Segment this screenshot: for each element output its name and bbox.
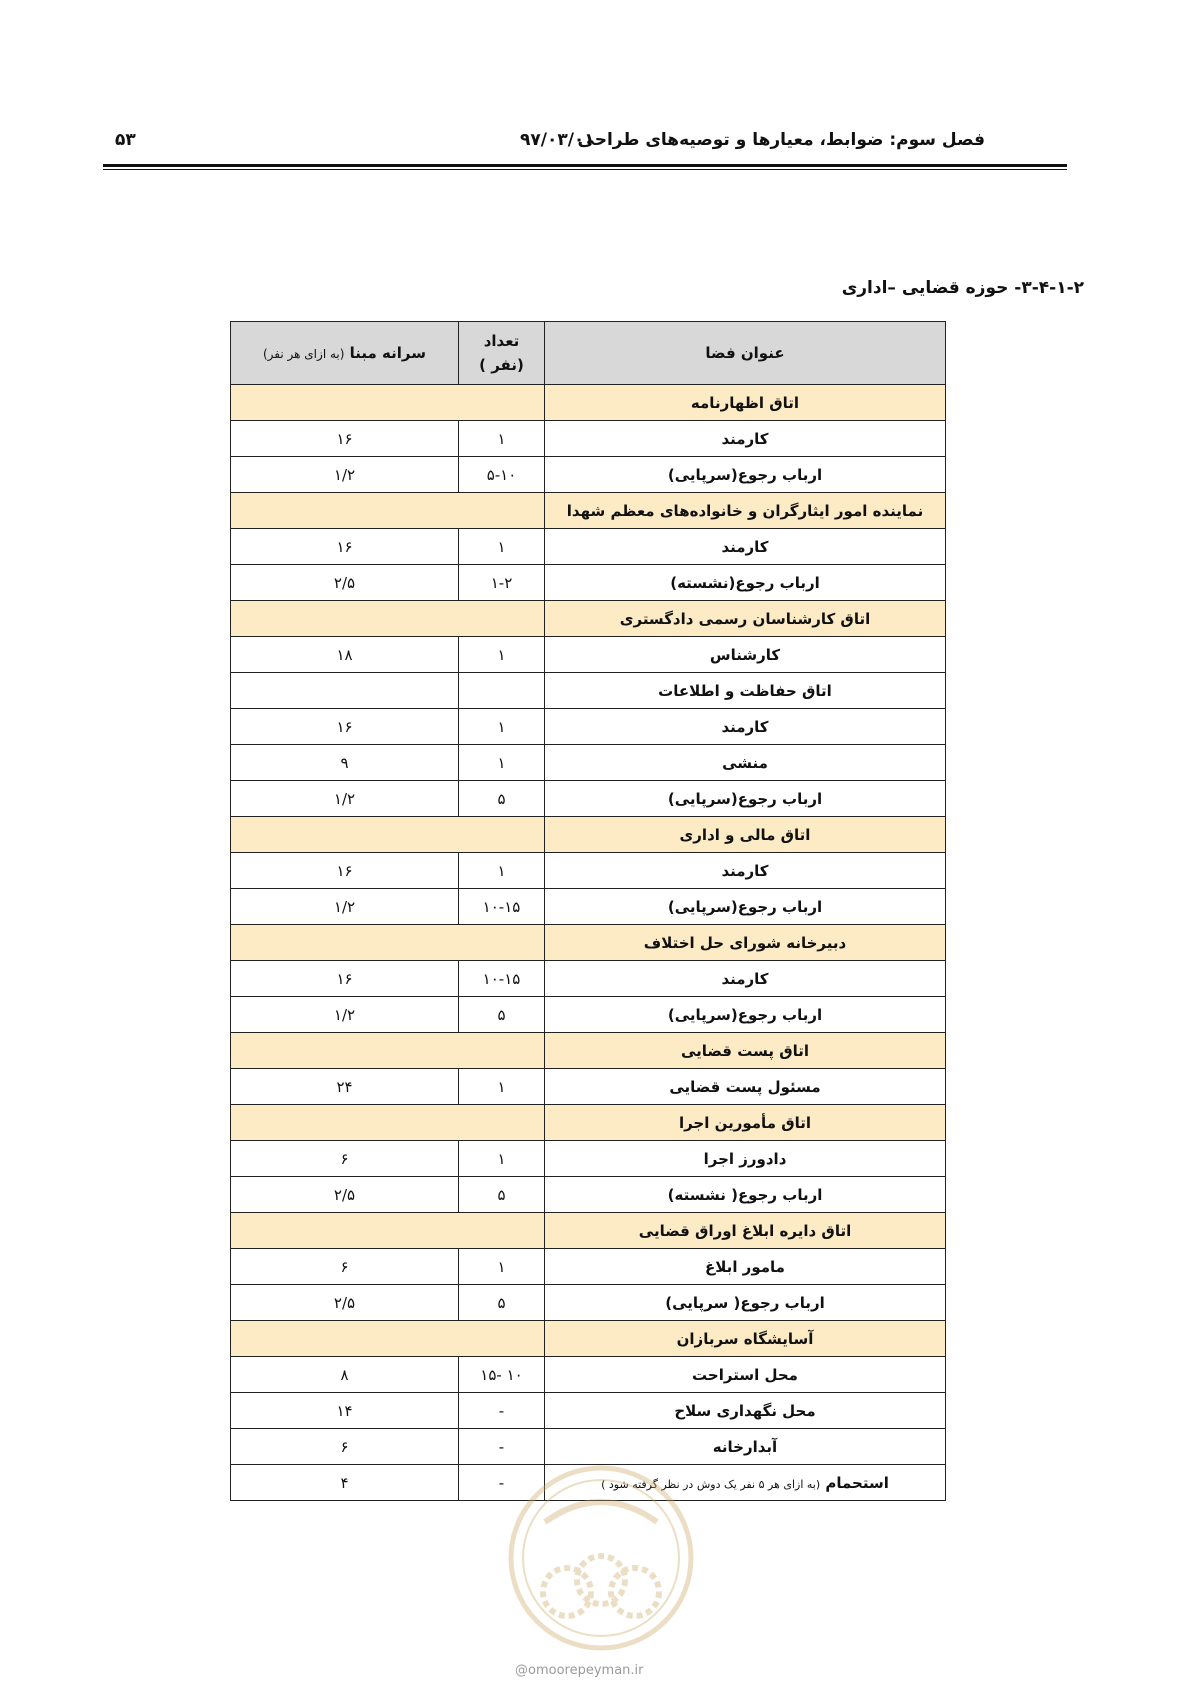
space-note: (به ازای هر ۵ نفر یک دوش در نظر گرفته شود ) [601, 1477, 821, 1491]
space-name: ارباب رجوع(سرپایی) [667, 465, 823, 484]
count-cell: ۱ [459, 1249, 545, 1285]
group-title: اتاق مأمورین اجرا [545, 1105, 946, 1141]
table-row [231, 637, 946, 673]
space-name-cell [545, 745, 946, 781]
space-table [230, 321, 946, 1501]
area-cell: ۴ [231, 1465, 459, 1501]
group-title: اتاق مالی و اداری [545, 817, 946, 853]
group-row [231, 925, 946, 961]
space-name-cell [545, 1141, 946, 1177]
group-row [231, 817, 946, 853]
area-cell: ۲۴ [231, 1069, 459, 1105]
space-name: دادورز اجرا [703, 1149, 787, 1168]
space-name-cell [545, 673, 946, 709]
table-row [231, 1177, 946, 1213]
space-name: منشی [722, 753, 768, 772]
space-name-cell [545, 1429, 946, 1465]
count-cell: ۵ [459, 1177, 545, 1213]
count-cell: ۱ [459, 709, 545, 745]
table-body [231, 385, 946, 1501]
group-row [231, 493, 946, 529]
table-row [231, 781, 946, 817]
space-name: محل نگهداری سلاح [674, 1401, 816, 1420]
area-cell: ۱/۲ [231, 457, 459, 493]
space-name: مسئول پست قضایی [669, 1077, 821, 1096]
area-cell: ۶ [231, 1141, 459, 1177]
area-cell: ۸ [231, 1357, 459, 1393]
space-name: کارمند [721, 429, 769, 448]
group-empty-cell [231, 1105, 545, 1141]
space-name: آبدارخانه [712, 1437, 778, 1456]
count-cell: ۱ [459, 637, 545, 673]
count-cell: ۱ [459, 745, 545, 781]
area-cell: ۱۸ [231, 637, 459, 673]
group-empty-cell [231, 1321, 545, 1357]
space-name: ارباب رجوع(سرپایی) [667, 789, 823, 808]
space-name: کارشناس [709, 645, 781, 664]
count-cell: - [459, 1393, 545, 1429]
space-name: استحمام [825, 1473, 889, 1492]
table-row [231, 997, 946, 1033]
area-cell: ۱۶ [231, 421, 459, 457]
space-name-cell [545, 781, 946, 817]
area-cell: ۱۶ [231, 853, 459, 889]
table-row [231, 1285, 946, 1321]
header-name: عنوان فضا [545, 322, 946, 385]
count-cell: ۱ [459, 1069, 545, 1105]
area-cell: ۲/۵ [231, 1177, 459, 1213]
chapter-title: فصل سوم: ضوابط، معیارها و توصیه‌های طراحی [577, 130, 985, 150]
area-cell: ۶ [231, 1249, 459, 1285]
header-area-note: (به ازای هر نفر) [263, 347, 345, 361]
space-name: ارباب رجوع( نشسته) [667, 1185, 823, 1204]
group-row [231, 1213, 946, 1249]
group-row [231, 385, 946, 421]
count-cell [459, 673, 545, 709]
space-name-cell [545, 421, 946, 457]
page-number: ۵۳ [115, 130, 136, 150]
space-name-cell [545, 1177, 946, 1213]
count-cell: ۱ [459, 853, 545, 889]
table-row [231, 1429, 946, 1465]
space-name-cell [545, 1249, 946, 1285]
group-empty-cell [231, 1033, 545, 1069]
count-cell: ۱ [459, 421, 545, 457]
group-empty-cell [231, 385, 545, 421]
area-cell: ۱/۲ [231, 997, 459, 1033]
group-row [231, 601, 946, 637]
count-cell: ۵-۱۰ [459, 457, 545, 493]
count-cell: ۱ [459, 529, 545, 565]
count-cell: ۱۰-۱۵ [459, 889, 545, 925]
table-row [231, 709, 946, 745]
table-row [231, 853, 946, 889]
header-count-line2: ( نفر) [479, 356, 524, 374]
count-cell: - [459, 1465, 545, 1501]
count-cell: ۵ [459, 997, 545, 1033]
area-cell [231, 673, 459, 709]
group-title: اتاق کارشناسان رسمی دادگستری [545, 601, 946, 637]
table-row [231, 745, 946, 781]
area-cell: ۶ [231, 1429, 459, 1465]
section-title: ۳-۴-۱-۲- حوزه قضایی –اداری [841, 278, 1084, 298]
space-name: ارباب رجوع(سرپایی) [667, 897, 823, 916]
area-cell: ۱۶ [231, 709, 459, 745]
space-name-cell [545, 1357, 946, 1393]
area-cell: ۱۶ [231, 529, 459, 565]
count-cell: ۱۰ -۱۵ [459, 1357, 545, 1393]
space-name-cell [545, 709, 946, 745]
group-row [231, 1105, 946, 1141]
group-row [231, 1033, 946, 1069]
area-cell: ۲/۵ [231, 1285, 459, 1321]
table-header-row [231, 322, 946, 385]
header-rule-thick [103, 164, 1067, 167]
group-empty-cell [231, 817, 545, 853]
space-name-cell [545, 997, 946, 1033]
group-title: نماینده امور ایثارگران و خانواده‌های معظم شهدا [545, 493, 946, 529]
watermark-logo [505, 1462, 697, 1654]
count-cell: ۱۰-۱۵ [459, 961, 545, 997]
space-name: ارباب رجوع(نشسته) [670, 573, 820, 592]
group-empty-cell [231, 493, 545, 529]
document-date: ۹۷/۰۳/۰۱ [520, 130, 595, 150]
area-cell: ۱۴ [231, 1393, 459, 1429]
group-title: آسایشگاه سربازان [545, 1321, 946, 1357]
space-name: کارمند [721, 969, 769, 988]
table-row [231, 1357, 946, 1393]
header-area-main: سرانه مبنا [349, 344, 426, 362]
group-title: دبیرخانه شورای حل اختلاف [545, 925, 946, 961]
header-rule-thin [103, 169, 1067, 170]
space-name: کارمند [721, 717, 769, 736]
group-title: اتاق دایره ابلاغ اوراق قضایی [545, 1213, 946, 1249]
space-name-cell [545, 457, 946, 493]
space-name-cell [545, 1069, 946, 1105]
group-empty-cell [231, 1213, 545, 1249]
space-name-cell [545, 529, 946, 565]
space-name-cell [545, 889, 946, 925]
space-name: ارباب رجوع( سرپایی) [665, 1293, 825, 1312]
table-row [231, 457, 946, 493]
space-name-cell [545, 853, 946, 889]
table-row [231, 1141, 946, 1177]
count-cell: - [459, 1429, 545, 1465]
header-count-line1: تعداد [483, 332, 520, 350]
group-row [231, 1321, 946, 1357]
table-row [231, 565, 946, 601]
space-name-cell [545, 961, 946, 997]
space-name: ارباب رجوع(سرپایی) [667, 1005, 823, 1024]
group-title: اتاق پست قضایی [545, 1033, 946, 1069]
table-row [231, 421, 946, 457]
header-count [459, 322, 545, 385]
table-row [231, 1393, 946, 1429]
group-empty-cell [231, 601, 545, 637]
table-row [231, 1249, 946, 1285]
space-name-cell [545, 1393, 946, 1429]
count-cell: ۱ [459, 1141, 545, 1177]
space-name-cell [545, 565, 946, 601]
space-name-cell [545, 1285, 946, 1321]
group-empty-cell [231, 925, 545, 961]
space-name: محل استراحت [692, 1365, 798, 1384]
area-cell: ۱۶ [231, 961, 459, 997]
count-cell: ۵ [459, 781, 545, 817]
area-cell: ۹ [231, 745, 459, 781]
space-name: کارمند [721, 861, 769, 880]
area-cell: ۱/۲ [231, 781, 459, 817]
count-cell: ۵ [459, 1285, 545, 1321]
header-area [231, 322, 459, 385]
table-row [231, 1069, 946, 1105]
area-cell: ۲/۵ [231, 565, 459, 601]
space-name: کارمند [721, 537, 769, 556]
table-row [231, 889, 946, 925]
space-name-cell [545, 637, 946, 673]
space-name: مامور ابلاغ [705, 1257, 785, 1276]
table-row [231, 673, 946, 709]
group-title: اتاق اظهارنامه [545, 385, 946, 421]
table-row [231, 529, 946, 565]
table-row [231, 961, 946, 997]
space-name: اتاق حفاظت و اطلاعات [658, 681, 832, 700]
watermark-url: @omoorepeyman.ir [515, 1663, 644, 1678]
count-cell: ۱-۲ [459, 565, 545, 601]
area-cell: ۱/۲ [231, 889, 459, 925]
